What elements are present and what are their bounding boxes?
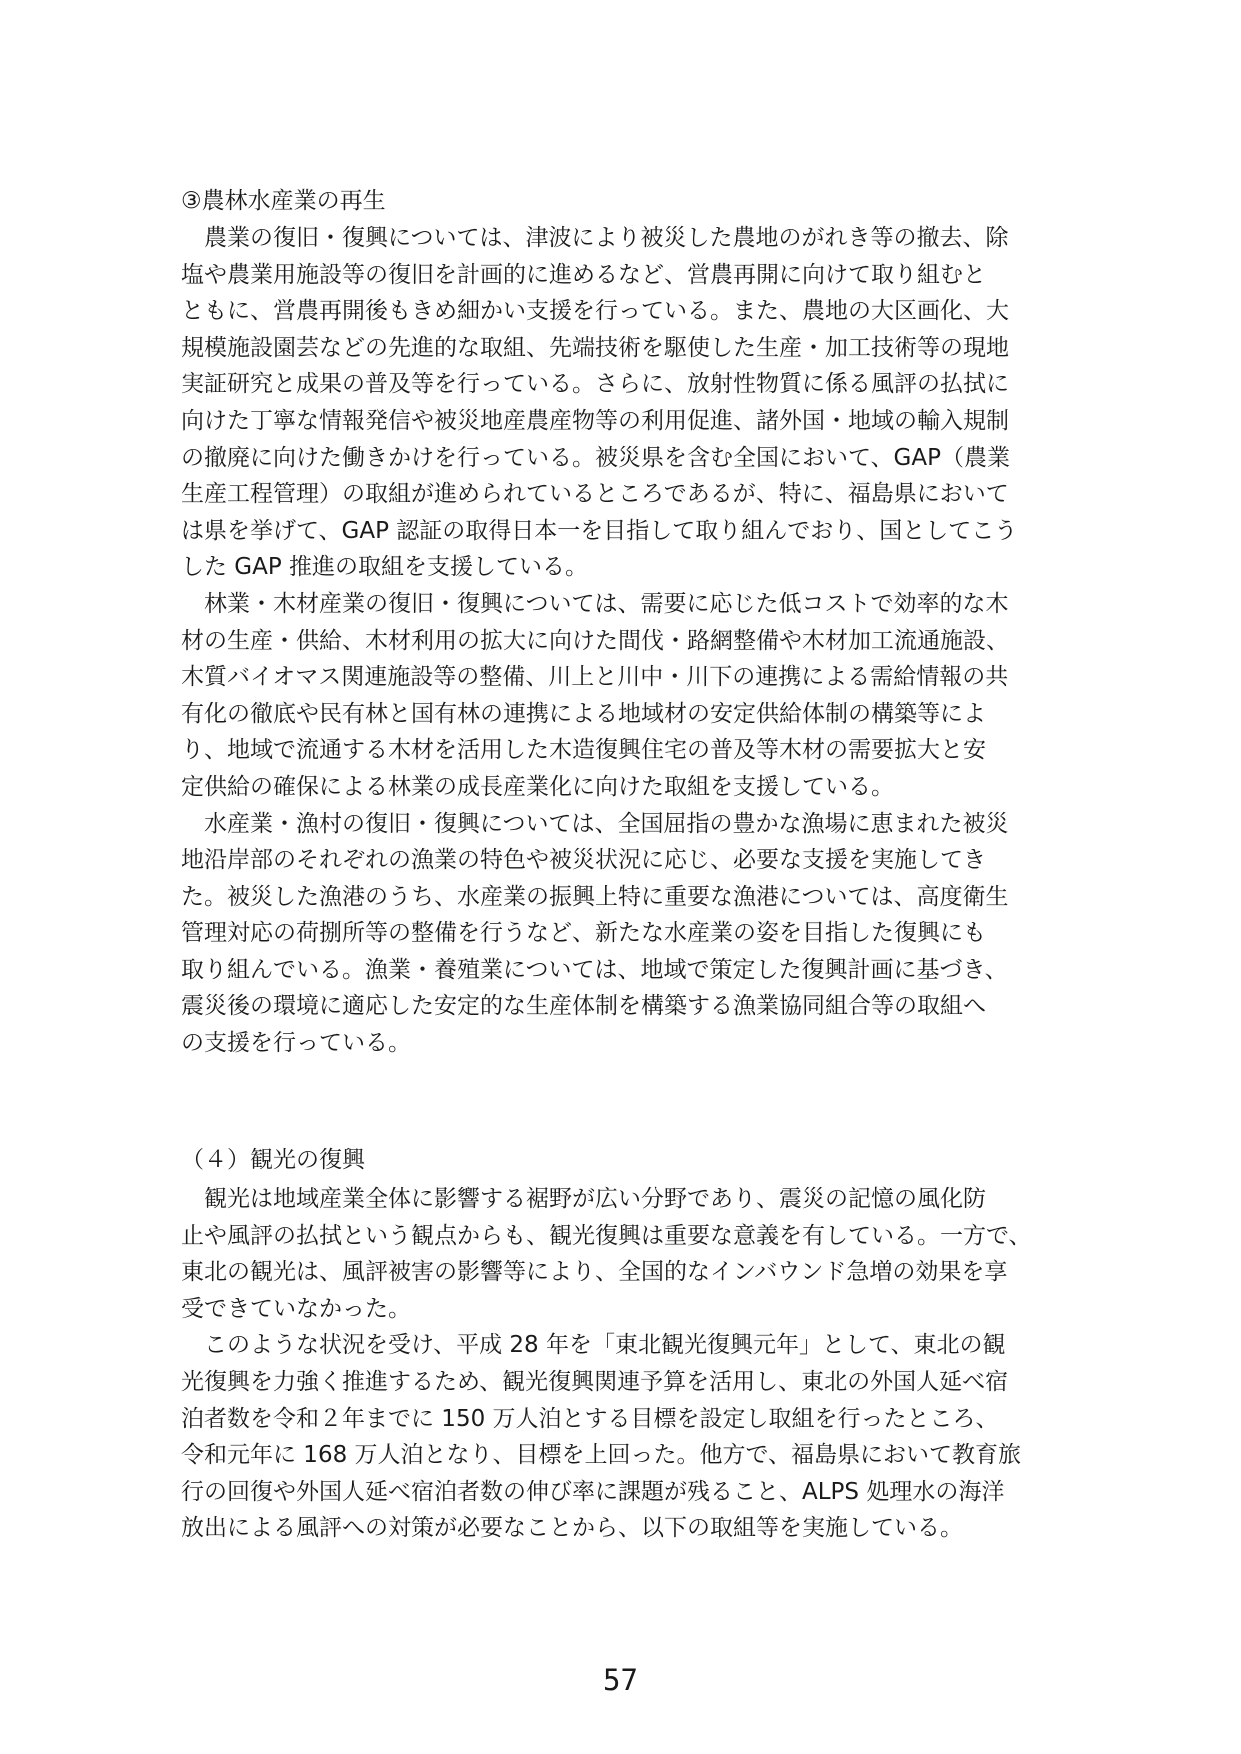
text-line: 放出による風評への対策が必要なことから、以下の取組等を実施している。 (181, 1515, 963, 1542)
text-line: 水産業・漁村の復旧・復興については、全国屈指の豊かな漁場に恵まれた被災 (181, 810, 1009, 837)
text-line: 地沿岸部のそれぞれの漁業の特色や被災状況に応じ、必要な支援を実施してき (181, 847, 986, 874)
text-line: の撤廃に向けた働きかけを行っている。被災県を含む全国において、GAP（農業 (181, 444, 1010, 471)
section-4-heading-block (181, 1142, 1061, 1179)
text-line: 実証研究と成果の普及等を行っている。さらに、放射性物質に係る風評の払拭に (181, 371, 1009, 398)
section-heading: （４）観光の復興 (181, 1147, 365, 1173)
text-line: 泊者数を令和２年までに 150 万人泊とする目標を設定し取組を行ったところ、 (181, 1405, 999, 1432)
text-line: した GAP 推進の取組を支援している。 (181, 554, 589, 581)
text-line: 東北の観光は、風評被害の影響等により、全国的なインバウンド急増の効果を享 (181, 1259, 1008, 1286)
text-line: 生産工程管理）の取組が進められているところであるが、特に、福島県において (181, 481, 1009, 508)
text-line: 定供給の確保による林業の成長産業化に向けた取組を支援している。 (181, 773, 894, 800)
text-line: 塩や農業用施設等の復旧を計画的に進めるなど、営農再開に向けて取り組むと (181, 261, 986, 288)
section-3-heading-block (181, 183, 1061, 220)
text-line: 令和元年に 168 万人泊となり、目標を上回った。他方で、福島県において教育旅 (181, 1442, 1022, 1469)
text-line: 農業の復旧・復興については、津波により被災した農地のがれき等の撤去、除 (181, 225, 1009, 251)
section-heading: ③農林水産業の再生 (181, 188, 386, 214)
text-line: 規模施設園芸などの先進的な取組、先端技術を駆使した生産・加工技術等の現地 (181, 334, 1009, 361)
section-4-body (181, 1181, 1061, 1547)
text-line: 光復興を力強く推進するため、観光復興関連予算を活用し、東北の外国人延べ宿 (181, 1368, 1009, 1395)
text-line: ともに、営農再開後もきめ細かい支援を行っている。また、農地の大区画化、大 (181, 298, 1009, 325)
text-line: 管理対応の荷捌所等の整備を行うなど、新たな水産業の姿を目指した復興にも (181, 920, 986, 947)
page-number: 57 (603, 1663, 638, 1697)
text-line: 行の回復や外国人延べ宿泊者数の伸び率に課題が残ること、ALPS 処理水の海洋 (181, 1478, 1005, 1505)
text-line: 観光は地域産業全体に影響する裾野が広い分野であり、震災の記憶の風化防 (181, 1186, 986, 1212)
text-line: 受できていなかった。 (181, 1295, 411, 1322)
text-line: り、地域で流通する木材を活用した木造復興住宅の普及等木材の需要拡大と安 (181, 737, 986, 764)
text-line: このような状況を受け、平成 28 年を「東北観光復興元年」として、東北の観 (181, 1332, 1006, 1359)
text-line: 向けた丁寧な情報発信や被災地産農産物等の利用促進、諸外国・地域の輸入規制 (181, 407, 1009, 434)
text-line: 材の生産・供給、木材利用の拡大に向けた間伐・路網整備や木材加工流通施設、 (181, 627, 1009, 654)
text-line: は県を挙げて、GAP 認証の取得日本一を目指して取り組んでおり、国としてこう (181, 517, 1018, 544)
text-line: の支援を行っている。 (181, 1030, 411, 1057)
text-line: 有化の徹底や民有林と国有林の連携による地域材の安定供給体制の構築等によ (181, 700, 986, 727)
section-3-body (181, 220, 1061, 1062)
text-line: 取り組んでいる。漁業・養殖業については、地域で策定した復興計画に基づき、 (181, 956, 1008, 983)
text-line: 林業・木材産業の復旧・復興については、需要に応じた低コストで効率的な木 (181, 590, 1009, 617)
text-line: 木質バイオマス関連施設等の整備、川上と川中・川下の連携による需給情報の共 (181, 664, 1009, 691)
text-line: 震災後の環境に適応した安定的な生産体制を構築する漁業協同組合等の取組へ (181, 993, 986, 1020)
text-line: 止や風評の払拭という観点からも、観光復興は重要な意義を有している。一方で、 (181, 1222, 1032, 1249)
text-line: た。被災した漁港のうち、水産業の振興上特に重要な漁港については、高度衛生 (181, 883, 1009, 910)
